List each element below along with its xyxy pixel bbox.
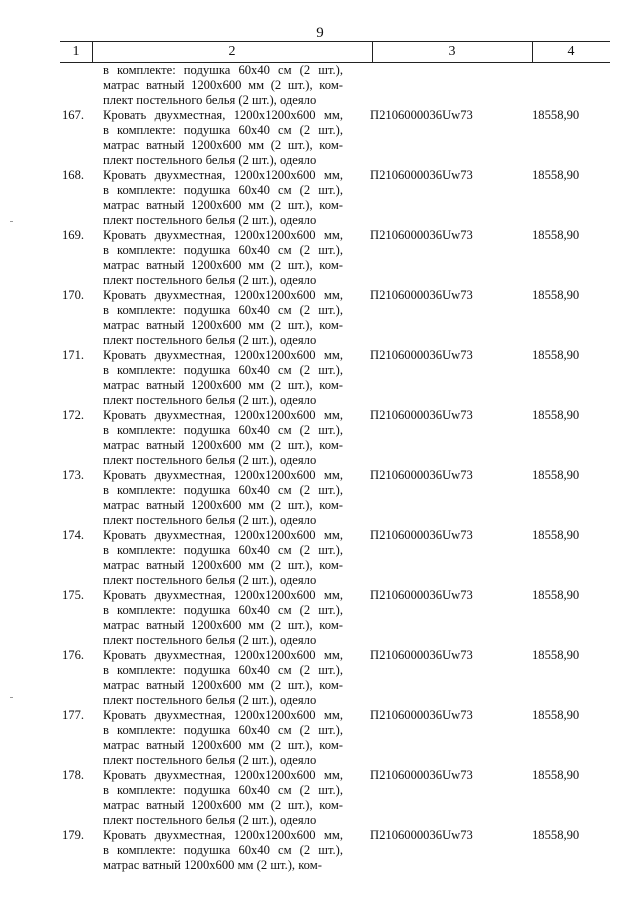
description-line: в комплекте: подушка 60х40 см (2 шт.), — [103, 843, 343, 857]
description-line: плект постельного белья (2 шт.), одеяло — [103, 513, 317, 527]
description-line: в комплекте: подушка 60х40 см (2 шт.), — [103, 723, 343, 737]
page-number: 9 — [316, 25, 324, 41]
description-line: матрас ватный 1200х600 мм (2 шт.), ком- — [103, 678, 343, 692]
item-number: 171. — [62, 348, 85, 362]
description-line: плект постельного белья (2 шт.), одеяло — [103, 393, 317, 407]
description-line: в комплекте: подушка 60х40 см (2 шт.), — [103, 603, 343, 617]
description-line: Кровать двухместная, 1200х1200х600 мм, — [103, 168, 343, 182]
description-line: матрас ватный 1200х600 мм (2 шт.), ком- — [103, 198, 343, 212]
table-header — [60, 41, 610, 63]
description-line: плект постельного белья (2 шт.), одеяло — [103, 573, 317, 587]
description-line: Кровать двухместная, 1200х1200х600 мм, — [103, 108, 343, 122]
table-row — [0, 108, 640, 168]
item-price: 18558,90 — [532, 768, 580, 782]
table-row — [0, 708, 640, 768]
item-code: П2106000036Uw73 — [370, 348, 473, 362]
description-line: матрас ватный 1200х600 мм (2 шт.), ком- — [103, 318, 343, 332]
description-line: плект постельного белья (2 шт.), одеяло — [103, 273, 317, 287]
table-row — [0, 588, 640, 648]
description-line: матрас ватный 1200х600 мм (2 шт.), ком- — [103, 378, 343, 392]
description-line: Кровать двухместная, 1200х1200х600 мм, — [103, 648, 343, 662]
description-line: матрас ватный 1200х600 мм (2 шт.), ком- — [103, 738, 343, 752]
item-code: П2106000036Uw73 — [370, 708, 473, 722]
description-line: в комплекте: подушка 60х40 см (2 шт.), — [103, 483, 343, 497]
item-description — [103, 108, 343, 168]
item-code: П2106000036Uw73 — [370, 288, 473, 302]
description-line: Кровать двухместная, 1200х1200х600 мм, — [103, 228, 343, 242]
description-line: плект постельного белья (2 шт.), одеяло — [103, 753, 317, 767]
item-price: 18558,90 — [532, 828, 580, 842]
description-line: плект постельного белья (2 шт.), одеяло — [103, 93, 317, 107]
description-line: плект постельного белья (2 шт.), одеяло — [103, 633, 317, 647]
item-number: 176. — [62, 648, 85, 662]
description-line: Кровать двухместная, 1200х1200х600 мм, — [103, 768, 343, 782]
description-line: плект постельного белья (2 шт.), одеяло — [103, 213, 317, 227]
description-line: в комплекте: подушка 60х40 см (2 шт.), — [103, 543, 343, 557]
item-price: 18558,90 — [532, 228, 580, 242]
item-description — [103, 168, 343, 228]
item-code: П2106000036Uw73 — [370, 768, 473, 782]
item-price: 18558,90 — [532, 168, 580, 182]
description-line: плект постельного белья (2 шт.), одеяло — [103, 333, 317, 347]
header-col-4: 4 — [567, 44, 575, 59]
description-line: плект постельного белья (2 шт.), одеяло — [103, 153, 317, 167]
description-line: Кровать двухместная, 1200х1200х600 мм, — [103, 708, 343, 722]
item-code: П2106000036Uw73 — [370, 588, 473, 602]
description-line: в комплекте: подушка 60х40 см (2 шт.), — [103, 663, 343, 677]
item-number: 179. — [62, 828, 85, 842]
description-line: в комплекте: подушка 60х40 см (2 шт.), — [103, 123, 343, 137]
description-line: плект постельного белья (2 шт.), одеяло — [103, 693, 317, 707]
item-code: П2106000036Uw73 — [370, 108, 473, 122]
item-code: П2106000036Uw73 — [370, 168, 473, 182]
item-price: 18558,90 — [532, 468, 580, 482]
item-price: 18558,90 — [532, 528, 580, 542]
description-line: Кровать двухместная, 1200х1200х600 мм, — [103, 828, 343, 842]
item-number: 172. — [62, 408, 85, 422]
item-description — [103, 408, 343, 468]
header-col-1: 1 — [72, 44, 80, 59]
description-line: в комплекте: подушка 60х40 см (2 шт.), — [103, 63, 343, 77]
item-code: П2106000036Uw73 — [370, 648, 473, 662]
table-row — [0, 228, 640, 288]
description-line: Кровать двухместная, 1200х1200х600 мм, — [103, 288, 343, 302]
description-line: в комплекте: подушка 60х40 см (2 шт.), — [103, 183, 343, 197]
item-code: П2106000036Uw73 — [370, 828, 473, 842]
item-price: 18558,90 — [532, 288, 580, 302]
description-line: матрас ватный 1200х600 мм (2 шт.), ком- — [103, 138, 343, 152]
item-price: 18558,90 — [532, 648, 580, 662]
item-number: 174. — [62, 528, 85, 542]
description-line: в комплекте: подушка 60х40 см (2 шт.), — [103, 303, 343, 317]
description-line: в комплекте: подушка 60х40 см (2 шт.), — [103, 363, 343, 377]
table-row — [0, 828, 640, 888]
item-description — [103, 468, 343, 528]
item-description — [103, 588, 343, 648]
description-line: Кровать двухместная, 1200х1200х600 мм, — [103, 468, 343, 482]
description-line: в комплекте: подушка 60х40 см (2 шт.), — [103, 243, 343, 257]
item-description — [103, 768, 343, 828]
item-price: 18558,90 — [532, 408, 580, 422]
item-code: П2106000036Uw73 — [370, 228, 473, 242]
item-number: 173. — [62, 468, 85, 482]
description-line: Кровать двухместная, 1200х1200х600 мм, — [103, 408, 343, 422]
table-row — [0, 408, 640, 468]
item-number: 177. — [62, 708, 85, 722]
table-row — [0, 468, 640, 528]
item-price: 18558,90 — [532, 108, 580, 122]
description-line: плект постельного белья (2 шт.), одеяло — [103, 813, 317, 827]
item-code: П2106000036Uw73 — [370, 408, 473, 422]
item-price: 18558,90 — [532, 708, 580, 722]
item-number: 168. — [62, 168, 85, 182]
item-description — [103, 288, 343, 348]
item-description — [103, 63, 343, 108]
table-row — [0, 768, 640, 828]
description-line: матрас ватный 1200х600 мм (2 шт.), ком- — [103, 858, 322, 872]
item-number: 178. — [62, 768, 85, 782]
header-col-2: 2 — [228, 44, 236, 59]
table-row — [0, 528, 640, 588]
item-code: П2106000036Uw73 — [370, 468, 473, 482]
item-number: 167. — [62, 108, 85, 122]
item-description — [103, 708, 343, 768]
item-description — [103, 648, 343, 708]
item-number: 175. — [62, 588, 85, 602]
description-line: матрас ватный 1200х600 мм (2 шт.), ком- — [103, 558, 343, 572]
description-line: матрас ватный 1200х600 мм (2 шт.), ком- — [103, 438, 343, 452]
margin-mark — [10, 697, 13, 698]
item-code: П2106000036Uw73 — [370, 528, 473, 542]
item-description — [103, 528, 343, 588]
table-row — [0, 348, 640, 408]
description-line: матрас ватный 1200х600 мм (2 шт.), ком- — [103, 798, 343, 812]
table-row — [0, 168, 640, 228]
table-body — [0, 63, 640, 888]
table-row — [0, 288, 640, 348]
item-description — [103, 828, 343, 873]
item-number: 169. — [62, 228, 85, 242]
header-col-3: 3 — [448, 44, 456, 59]
item-description — [103, 348, 343, 408]
description-line: в комплекте: подушка 60х40 см (2 шт.), — [103, 423, 343, 437]
continuation-row — [0, 63, 640, 108]
item-number: 170. — [62, 288, 85, 302]
description-line: Кровать двухместная, 1200х1200х600 мм, — [103, 348, 343, 362]
description-line: Кровать двухместная, 1200х1200х600 мм, — [103, 528, 343, 542]
description-line: матрас ватный 1200х600 мм (2 шт.), ком- — [103, 258, 343, 272]
description-line: плект постельного белья (2 шт.), одеяло — [103, 453, 317, 467]
description-line: матрас ватный 1200х600 мм (2 шт.), ком- — [103, 498, 343, 512]
description-line: в комплекте: подушка 60х40 см (2 шт.), — [103, 783, 343, 797]
description-line: матрас ватный 1200х600 мм (2 шт.), ком- — [103, 78, 343, 92]
table-row — [0, 648, 640, 708]
margin-mark — [10, 221, 13, 222]
item-price: 18558,90 — [532, 588, 580, 602]
item-price: 18558,90 — [532, 348, 580, 362]
description-line: матрас ватный 1200х600 мм (2 шт.), ком- — [103, 618, 343, 632]
description-line: Кровать двухместная, 1200х1200х600 мм, — [103, 588, 343, 602]
item-description — [103, 228, 343, 288]
